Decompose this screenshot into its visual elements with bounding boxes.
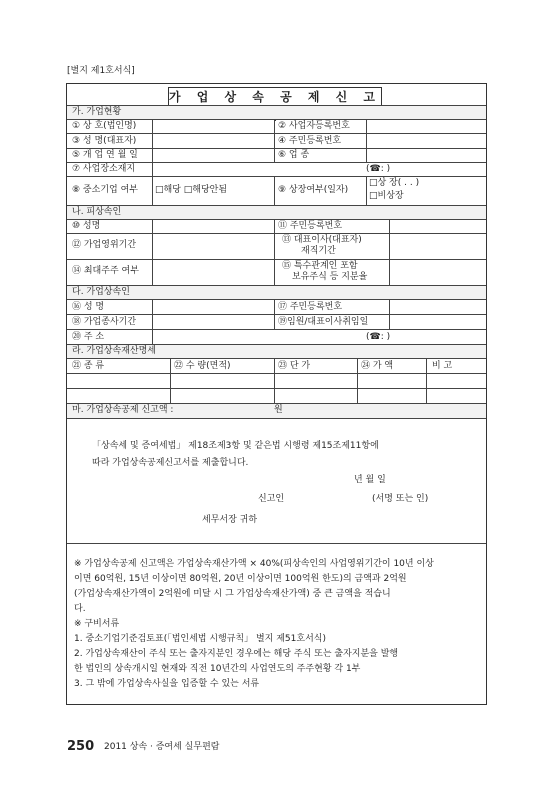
rule (274, 299, 275, 329)
section-na-title: 나. 피상속인 (72, 207, 122, 217)
rule (67, 162, 486, 163)
required-doc-2: 2. 가업상속재산이 주식 또는 출자지분인 경우에는 해당 주식 또는 출자지분을 발행 (74, 649, 399, 659)
rule (152, 219, 153, 285)
label-related-party: ⑮ 특수관계인 포함 (282, 261, 358, 271)
label-business-period: ⑫ 가업영위기간 (72, 240, 137, 250)
rule (152, 176, 153, 205)
section-da-title: 다. 가업상속인 (72, 287, 130, 297)
rule (366, 119, 367, 162)
label-largest-shareholder: ⑭ 최대주주 여부 (72, 266, 139, 276)
col-quantity: ㉒ 수 량(면적) (174, 361, 231, 371)
rule (67, 219, 486, 220)
rule (67, 133, 486, 134)
section-ma-title: 마. 가업상속공제 신고액 : (72, 405, 174, 415)
rule (67, 403, 486, 404)
label-business-type: ⑥ 업 종 (278, 150, 310, 160)
rule (67, 119, 486, 120)
date-line: 년 월 일 (354, 475, 386, 485)
label-heir-name: ⑯ 성 명 (72, 302, 105, 312)
section-ga-title: 가. 가업현황 (72, 107, 122, 117)
col-value: ㉔ 가 액 (361, 361, 394, 371)
col-type: ㉑ 종 류 (72, 361, 105, 371)
rule (67, 299, 486, 300)
required-docs-title: ※ 구비서류 (74, 619, 120, 629)
rule (67, 285, 486, 286)
rule (67, 233, 486, 234)
label-business-address: ⑦ 사업장소재지 (72, 164, 136, 174)
col-unit-price: ㉓ 단 가 (278, 361, 311, 371)
telephone-field: (☎: ) (366, 164, 391, 174)
note-line-1: ※ 가업상속공제 신고액은 가업상속재산가액 × 40%(피상속인의 사업영위기간이 10년 이상 (74, 559, 434, 569)
recipient-label: 세무서장 귀하 (202, 515, 258, 525)
footer-text: 2011 상속 · 증여세 실무편람 (104, 742, 220, 752)
rule (152, 299, 153, 344)
rule (426, 358, 427, 403)
note-line-3: (가업상속재산가액이 2억원에 미달 시 그 가업상속재산가액) 중 큰 금액을 적습니 (74, 589, 391, 599)
rule (67, 388, 486, 389)
rule (67, 543, 486, 544)
required-doc-1: 1. 중소기업기준검토표(「법인세법 시행규칙」 별지 제51호서식) (74, 634, 326, 644)
rule (67, 148, 486, 149)
rule (67, 205, 486, 206)
rule (274, 358, 275, 403)
label-ceo-tenure: ⑬ 대표이사(대표자) (282, 235, 362, 245)
label-business-reg-no: ② 사업자등록번호 (278, 121, 350, 131)
applicant-label: 신고인 (258, 494, 285, 504)
label-heir-reg-no: ⑰ 주민등록번호 (278, 302, 343, 312)
rule (67, 176, 486, 177)
rule (357, 358, 358, 403)
declaration-line-1: 「상속세 및 증여세법」 제18조제3항 및 같은법 시행령 제15조제11항에 (92, 441, 379, 451)
note-line-4: 다. (74, 604, 86, 614)
won-unit: 원 (274, 405, 283, 415)
declaration-line-2: 따라 가업상속공제신고서를 제출합니다. (92, 458, 249, 468)
listed-checkbox[interactable]: □상 장( . . ) (369, 178, 420, 188)
label-shareholding-ratio: 보유주식 등 지분율 (292, 272, 368, 282)
required-doc-2-cont: 한 법인의 상속개시일 현재와 직전 10년간의 사업연도의 주주현황 각 1부 (74, 664, 361, 674)
col-remarks: 비 고 (432, 361, 453, 371)
label-sme-status: ⑧ 중소기업 여부 (72, 185, 138, 195)
label-ceo-tenure-2: 재직기간 (301, 246, 336, 256)
section-bg-na (67, 205, 486, 220)
form-title: 가 업 상 속 공 제 신 고 (168, 87, 382, 107)
unlisted-checkbox[interactable]: □비상장 (369, 191, 404, 201)
sme-checkboxes[interactable]: □해당 □해당안됨 (155, 185, 228, 195)
label-representative-name: ③ 성 명(대표자) (72, 136, 137, 146)
rule (389, 299, 390, 329)
label-listing-status: ⑨ 상장여부(일자) (278, 185, 349, 195)
label-opening-date: ⑤ 개 업 연 월 일 (72, 150, 138, 160)
rule (274, 119, 275, 162)
rule (67, 418, 486, 419)
required-doc-3: 3. 그 밖에 가업상속사실을 입증할 수 있는 서류 (74, 679, 260, 689)
rule (67, 314, 486, 315)
note-line-2: 이면 60억원, 15년 이상이면 80억원, 20년 이상이면 100억원 한도)의 금액과 2억원 (74, 574, 407, 584)
rule (67, 358, 486, 359)
label-appointment-date: ⑲임원/대표이사취임일 (278, 317, 369, 327)
rule (389, 219, 390, 285)
rule (366, 176, 367, 205)
page-number: 250 (67, 739, 95, 754)
section-bg-ga (67, 105, 486, 120)
label-resident-reg-no: ④ 주민등록번호 (278, 136, 342, 146)
form-reference: [별지 제1호서식] (67, 66, 135, 76)
label-decedent-reg-no: ⑪ 주민등록번호 (278, 221, 343, 231)
rule (67, 373, 486, 374)
rule (152, 119, 153, 162)
label-decedent-name: ⑩ 성명 (72, 221, 101, 231)
label-heir-address: ⑳ 주 소 (72, 332, 105, 342)
rule (67, 344, 486, 345)
label-company-name: ① 상 호(법인명) (72, 121, 137, 131)
rule (152, 162, 153, 176)
rule (67, 259, 486, 260)
telephone-field-heir: (☎: ) (366, 332, 391, 342)
rule (67, 105, 486, 106)
rule (67, 329, 486, 330)
section-ra-title: 라. 가업상속재산명세 (72, 346, 156, 356)
label-engagement-period: ⑱ 가업종사기간 (72, 317, 137, 327)
rule (274, 176, 275, 205)
rule (170, 358, 171, 403)
signature-label: (서명 또는 인) (372, 494, 429, 504)
rule (274, 219, 275, 285)
